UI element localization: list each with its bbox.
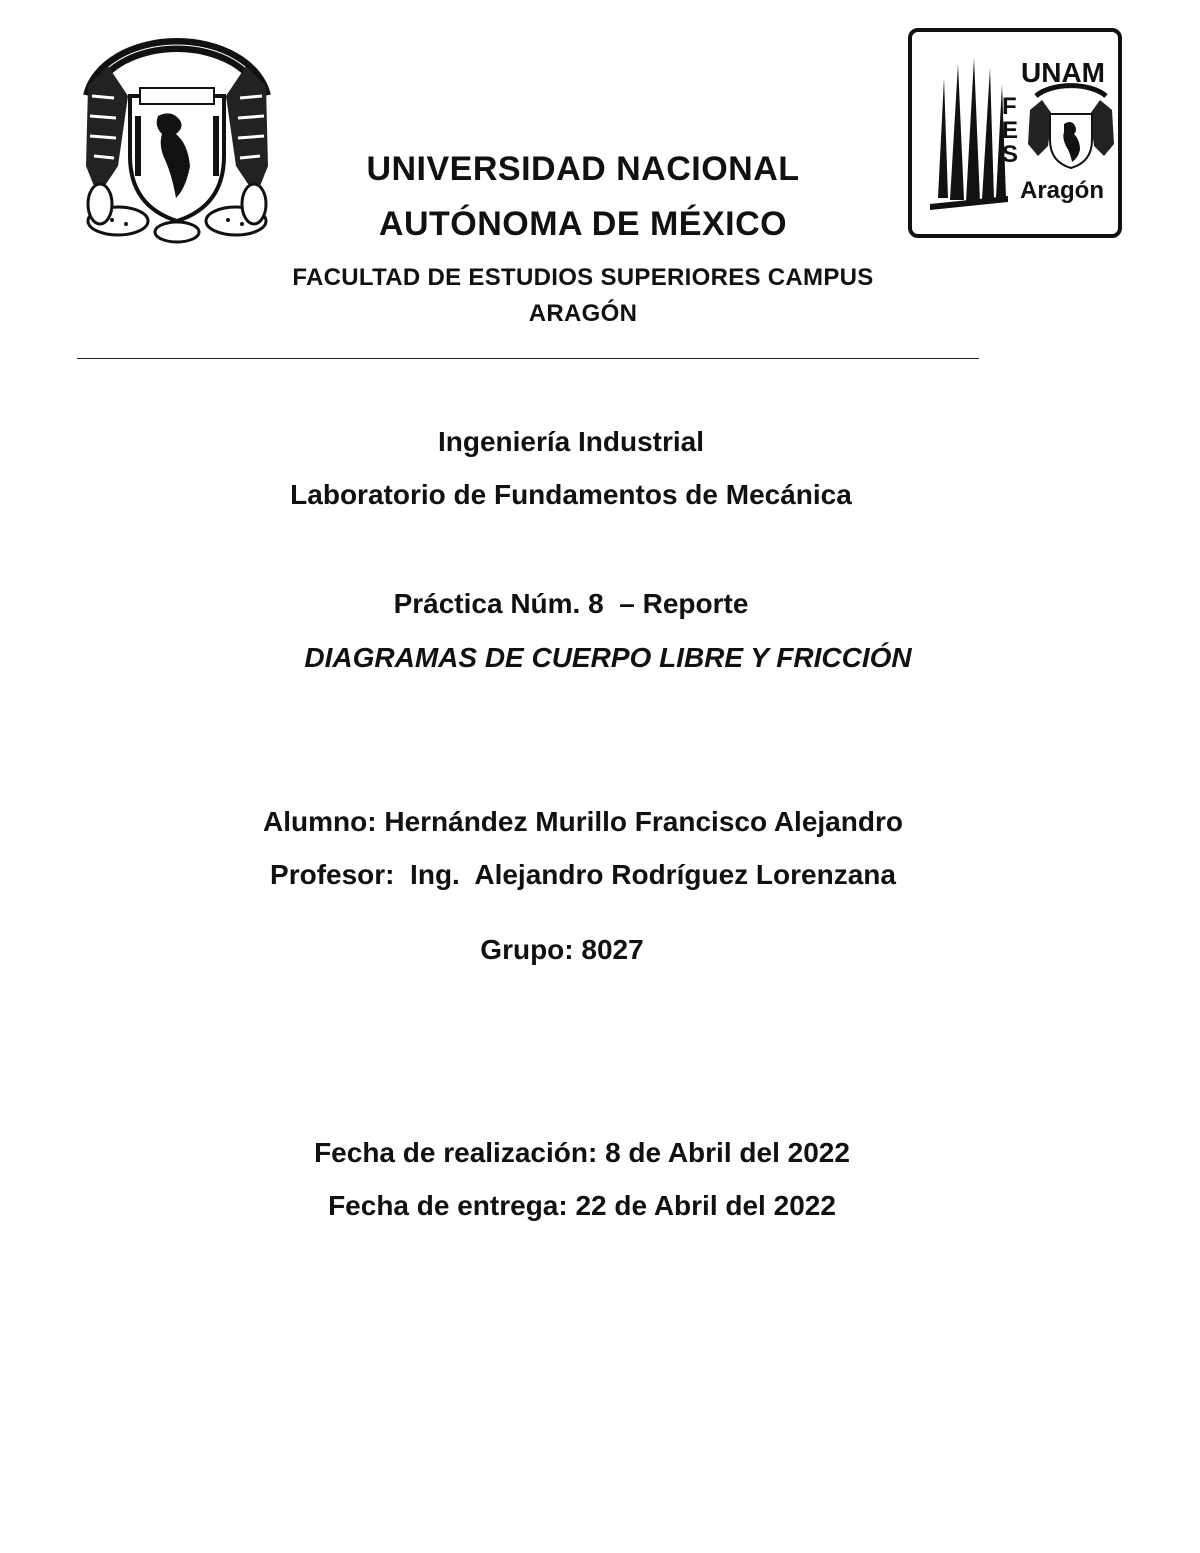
- university-title-line2: AUTÓNOMA DE MÉXICO: [378, 205, 788, 243]
- career-name: Ingeniería Industrial: [437, 426, 705, 457]
- svg-text:F: F: [1002, 93, 1017, 120]
- fes-unam-text: UNAM: [1021, 57, 1105, 88]
- professor-name: Profesor: Ing. Alejandro Rodríguez Lorenzana: [270, 859, 896, 890]
- faculty-line1: FACULTAD DE ESTUDIOS SUPERIORES CAMPUS: [292, 264, 874, 291]
- practice-title: DIAGRAMAS DE CUERPO LIBRE Y FRICCIÓN: [304, 642, 912, 673]
- date-delivery: Fecha de entrega: 22 de Abril del 2022: [328, 1190, 836, 1221]
- lab-name: Laboratorio de Fundamentos de Mecánica: [290, 479, 852, 510]
- header-divider: [77, 358, 979, 359]
- group-number: Grupo: 8027: [480, 934, 644, 965]
- date-done: Fecha de realización: 8 de Abril del 2022: [314, 1137, 850, 1168]
- svg-text:S: S: [1002, 141, 1019, 168]
- university-title-line1: UNIVERSIDAD NACIONAL: [366, 150, 800, 188]
- student-name: Alumno: Hernández Murillo Francisco Alejandro: [263, 806, 903, 837]
- practice-number: Práctica Núm. 8 – Reporte: [393, 588, 749, 619]
- svg-text:E: E: [1002, 117, 1019, 144]
- fes-aragon-text: Aragón: [1020, 177, 1104, 204]
- faculty-line2: ARAGÓN: [528, 300, 638, 327]
